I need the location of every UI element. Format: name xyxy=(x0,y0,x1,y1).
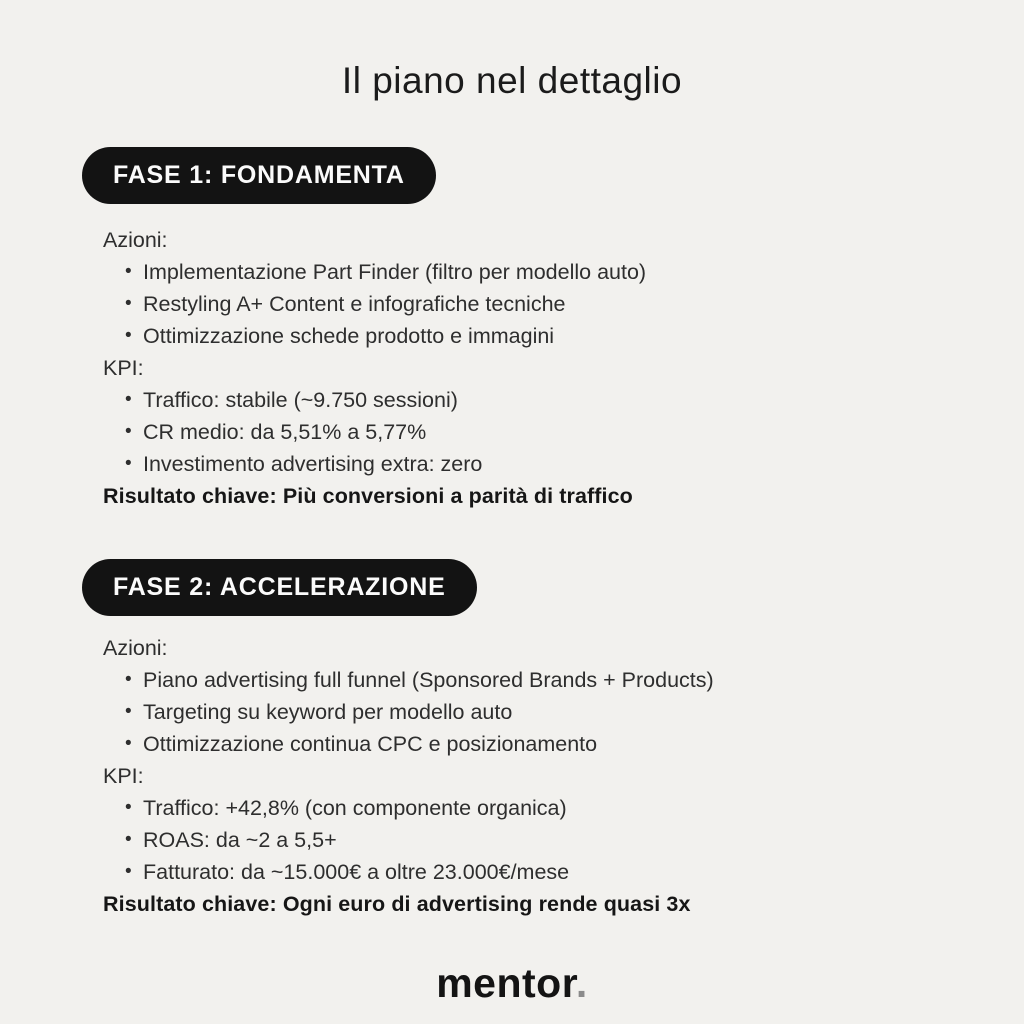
list-item xyxy=(103,288,953,320)
list-item-text: Fatturato: da ~15.000€ a oltre 23.000€/mese xyxy=(143,860,570,884)
list-item-text: Traffico: +42,8% (con componente organica) xyxy=(143,796,567,820)
list-item-text: ROAS: da ~2 a 5,5+ xyxy=(143,828,337,852)
bullet-icon: • xyxy=(125,421,132,442)
list-item-text: Ottimizzazione continua CPC e posizionamento xyxy=(143,732,598,756)
list-item xyxy=(103,792,953,824)
fase-2-badge: FASE 2: ACCELERAZIONE xyxy=(82,559,477,616)
list-item-text: Implementazione Part Finder (filtro per modello auto) xyxy=(143,260,647,284)
list-item xyxy=(103,448,953,480)
list-item-text: CR medio: da 5,51% a 5,77% xyxy=(143,420,427,444)
azioni-label: Azioni: xyxy=(103,228,168,252)
key-result: Risultato chiave: Più conversioni a parità di traffico xyxy=(103,484,633,508)
azioni-label: Azioni: xyxy=(103,636,168,660)
logo-dot: . xyxy=(575,960,588,1006)
bullet-icon: • xyxy=(125,325,132,346)
bullet-icon: • xyxy=(125,261,132,282)
list-item-text: Piano advertising full funnel (Sponsored Brands + Products) xyxy=(143,668,714,692)
list-item xyxy=(103,696,953,728)
bullet-icon: • xyxy=(125,861,132,882)
list-item xyxy=(103,320,953,352)
bullet-icon: • xyxy=(125,293,132,314)
list-item xyxy=(103,416,953,448)
fase-1-badge: FASE 1: FONDAMENTA xyxy=(82,147,436,204)
list-item xyxy=(103,728,953,760)
kpi-label: KPI: xyxy=(103,764,144,788)
list-item xyxy=(103,256,953,288)
bullet-icon: • xyxy=(125,389,132,410)
list-item xyxy=(103,824,953,856)
bullet-icon: • xyxy=(125,701,132,722)
bullet-icon: • xyxy=(125,733,132,754)
list-item-text: Ottimizzazione schede prodotto e immagini xyxy=(143,324,555,348)
list-item xyxy=(103,856,953,888)
list-item-text: Targeting su keyword per modello auto xyxy=(143,700,513,724)
page-title: Il piano nel dettaglio xyxy=(341,60,683,101)
logo-text: mentor xyxy=(436,960,576,1006)
bullet-icon: • xyxy=(125,669,132,690)
list-item-text: Investimento advertising extra: zero xyxy=(143,452,483,476)
mentor-logo xyxy=(0,960,1024,1007)
key-result: Risultato chiave: Ogni euro di advertising rende quasi 3x xyxy=(103,892,691,916)
list-item xyxy=(103,384,953,416)
fase-1-content xyxy=(103,224,953,512)
bullet-icon: • xyxy=(125,453,132,474)
fase-2-content xyxy=(103,632,953,920)
kpi-label: KPI: xyxy=(103,356,144,380)
list-item-text: Restyling A+ Content e infografiche tecniche xyxy=(143,292,566,316)
bullet-icon: • xyxy=(125,829,132,850)
bullet-icon: • xyxy=(125,797,132,818)
list-item-text: Traffico: stabile (~9.750 sessioni) xyxy=(143,388,458,412)
list-item xyxy=(103,664,953,696)
